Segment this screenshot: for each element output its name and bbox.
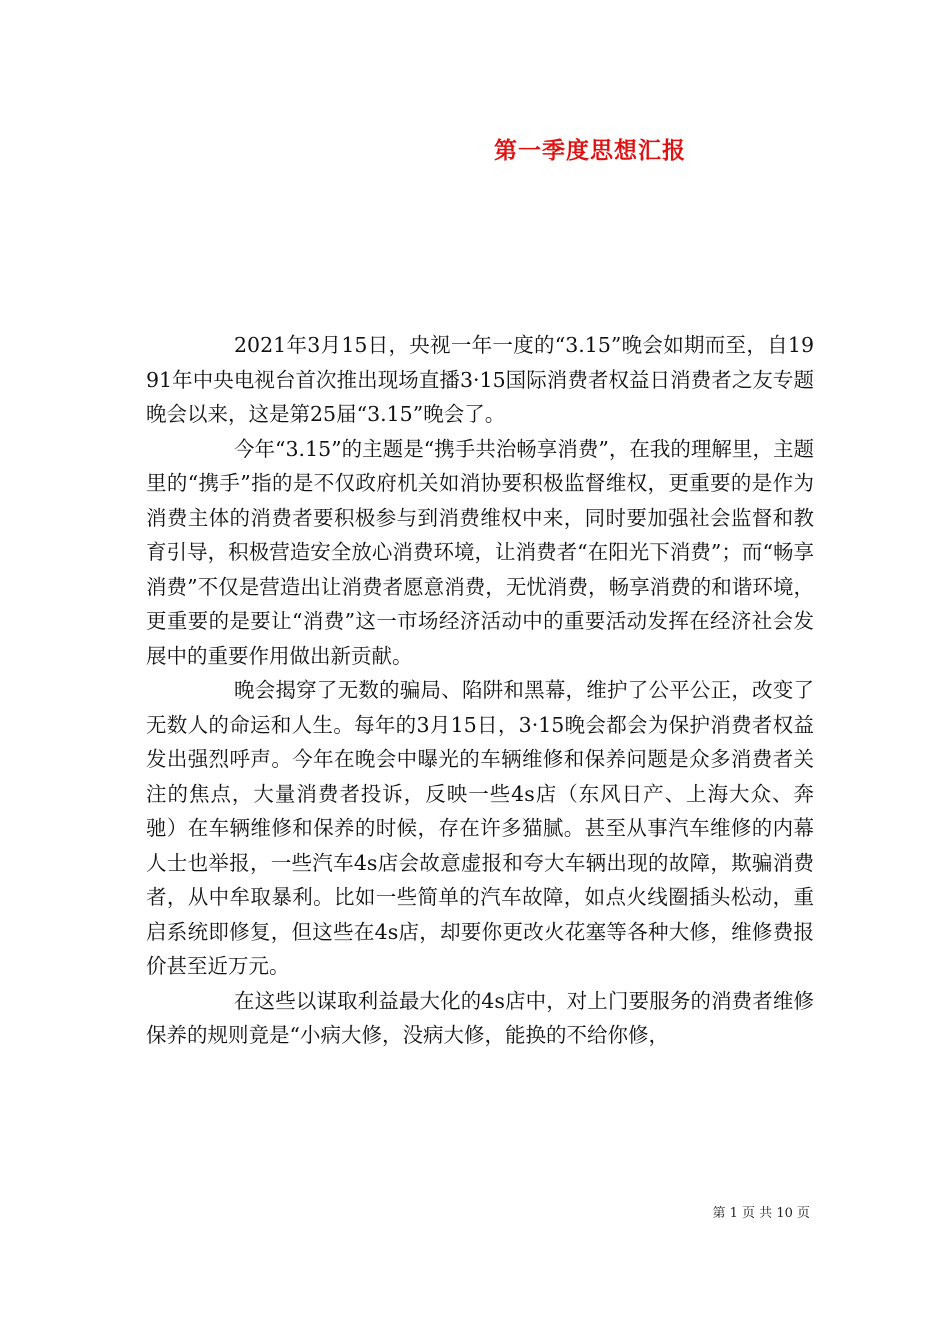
paragraph-3: 晚会揭穿了无数的骗局、陷阱和黑幕，维护了公平公正，改变了无数人的命运和人生。每年的3月15日，3·15晚会都会为保护消费者权益发出强烈呼声。今年在晚会中曝光的车辆维修和保养问题是众多消费者关注的焦点，大量消费者投诉，反映一些4s店（东风日产、上海大众、奔驰）在车辆维修和保养的时候，存在许多猫腻。甚至从事汽车维修的内幕人士也举报，一些汽车4s店会故意虚报和夸大车辆出现的故障，欺骗消费者，从中牟取暴利。比如一些简单的汽车故障，如点火线圈插头松动，重启系统即修复，但这些在4s店，却要你更改火花塞等各种大修，维修费报价甚至近万元。 <box>146 678 814 978</box>
document-body <box>146 328 814 1053</box>
paragraph-4: 在这些以谋取利益最大化的4s店中，对上门要服务的消费者维修保养的规则竟是“小病大修，没病大修，能换的不给你修， <box>146 988 814 1047</box>
document-title: 第一季度思想汇报 <box>494 137 686 164</box>
paragraph-2: 今年“3.15”的主题是“携手共治畅享消费”，在我的理解里，主题里的“携手”指的是不仅政府机关如消协要积极监督维权，更重要的是作为消费主体的消费者要积极参与到消费维权中来，同时要加强社会监督和教育引导，积极营造安全放心消费环境，让消费者“在阳光下消费”；而“畅享消费”不仅是营造出让消费者愿意消费，无忧消费，畅享消费的和谐环境，更重要的是要让“消费”这一市场经济活动中的重要活动发挥在经济社会发展中的重要作用做出新贡献。 <box>146 436 814 668</box>
paragraph-1: 2021年3月15日，央视一年一度的“3.15”晚会如期而至，自1991年中央电视台首次推出现场直播3·15国际消费者权益日消费者之友专题晚会以来，这是第25届“3.15”晚会了。 <box>146 333 814 426</box>
page-number: 第 1 页 共 10 页 <box>712 1206 810 1221</box>
